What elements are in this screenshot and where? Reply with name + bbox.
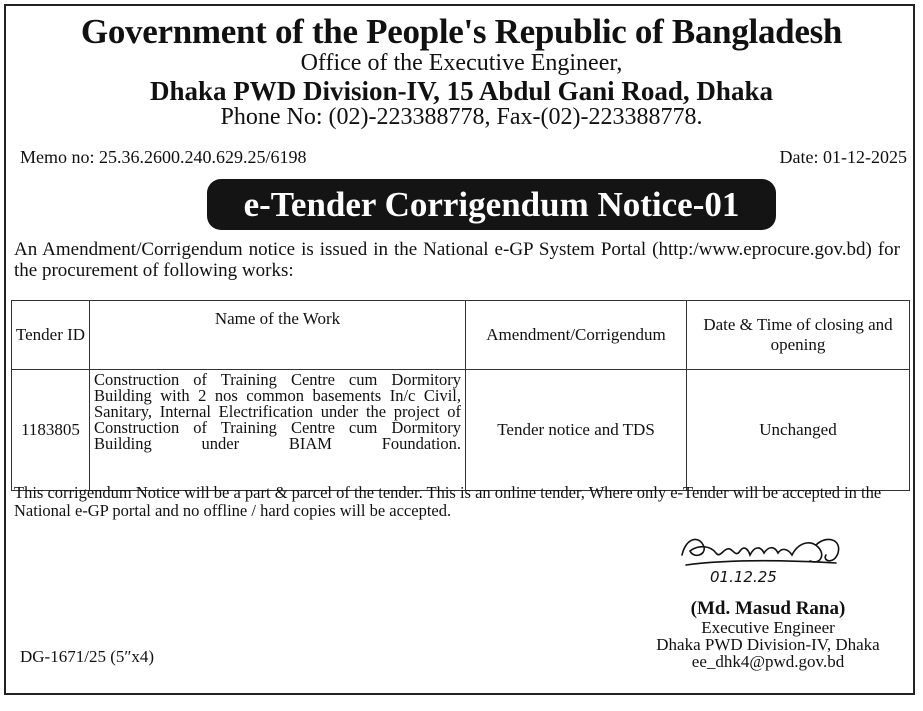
signatory-division: Dhaka PWD Division-IV, Dhaka — [656, 635, 880, 654]
header-closing-opening: Date & Time of closing and opening — [687, 301, 910, 370]
signatory-name: (Md. Masud Rana) — [690, 598, 846, 619]
cell-closing-opening: Unchanged — [687, 370, 910, 491]
cell-amendment: Tender notice and TDS — [466, 370, 687, 491]
header-tender-id: Tender ID — [12, 301, 90, 370]
signatory-email: ee_dhk4@pwd.gov.bd — [691, 652, 845, 671]
table-row — [12, 370, 910, 491]
phone-fax: Phone No: (02)-223388778, Fax-(02)-223388778. — [220, 104, 703, 130]
footer-note: This corrigendum Notice will be a part & parcel of the tender. This is an online tender, Where only e-Tender will be accepted in the National e-GP portal and no offline / hard copies will be accepted. — [14, 483, 882, 520]
signature-date: 01.12.25 — [710, 568, 777, 586]
memo-number: Memo no: 25.36.2600.240.629.25/6198 — [20, 147, 307, 167]
division-address: Dhaka PWD Division-IV, 15 Abdul Gani Road, Dhaka — [150, 76, 773, 106]
office-line: Office of the Executive Engineer, — [300, 50, 623, 76]
tender-table — [11, 300, 910, 491]
dg-reference: DG-1671/25 (5″x4) — [20, 647, 155, 666]
signatory-block — [628, 599, 908, 670]
intro-paragraph: An Amendment/Corrigendum notice is issued in the National e-GP System Portal (http:/www.eprocure.gov.bd) for the procurement of following works: — [14, 239, 900, 281]
table-header-row — [12, 301, 910, 370]
handwritten-signature — [676, 525, 852, 590]
signatory-designation: Executive Engineer — [701, 618, 835, 637]
header-amendment: Amendment/Corrigendum — [466, 301, 687, 370]
notice-title: e-Tender Corrigendum Notice-01 — [207, 179, 776, 230]
notice-date: Date: 01-12-2025 — [779, 147, 907, 167]
cell-work-name: Construction of Training Centre cum Dormitory Building with 2 nos common basements In/c Civil, Sanitary, Internal Electrification under the project of Construction of Training Centre cum Dormitory Building under BIAM Foundation. — [90, 370, 466, 491]
header-work-name: Name of the Work — [90, 301, 466, 370]
government-heading: Government of the People's Republic of Bangladesh — [80, 12, 843, 51]
cell-tender-id: 1183805 — [12, 370, 90, 491]
